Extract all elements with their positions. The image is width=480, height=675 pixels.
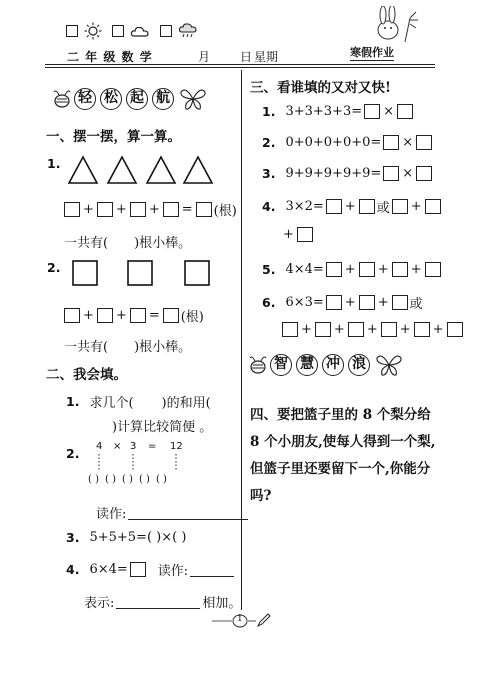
item-expression: 3+3+3+3= <box>285 104 363 119</box>
s1-q2-sentence <box>64 336 191 355</box>
plus-sign: + <box>115 308 127 323</box>
plus-sign: + <box>344 295 356 310</box>
s3-item-6 <box>262 293 423 312</box>
answer-box[interactable] <box>130 308 146 323</box>
header-rule <box>45 64 435 65</box>
answer-box[interactable] <box>447 322 463 337</box>
answer-box[interactable] <box>425 262 441 277</box>
item-number: 4. <box>262 199 276 214</box>
pencil-icon <box>256 612 272 628</box>
item-number: 5. <box>262 262 276 277</box>
times-sign: × <box>113 441 122 452</box>
s2-q2-read <box>96 503 248 522</box>
factor-a: 4 <box>96 441 103 452</box>
week-label: 星期 <box>254 50 279 64</box>
banner-char-3: 冲 <box>322 354 344 376</box>
checkbox-sunny[interactable] <box>66 25 78 37</box>
dotted-connectors <box>96 454 186 472</box>
answer-box[interactable] <box>397 104 413 119</box>
plus-sign: + <box>83 308 94 323</box>
butterfly-icon <box>374 352 404 378</box>
s2-q3 <box>66 530 186 545</box>
plus-sign: + <box>377 295 389 310</box>
plus-sign: + <box>399 322 411 337</box>
answer-box[interactable] <box>196 202 212 217</box>
grade-label: 二 年 级 数 学 <box>67 50 153 64</box>
answer-box[interactable] <box>326 295 342 310</box>
s1-q2-number: 2. <box>47 260 61 275</box>
item-number: 1. <box>262 104 276 119</box>
answer-box[interactable] <box>315 322 331 337</box>
answer-box[interactable] <box>163 308 179 323</box>
banner-char-4: 航 <box>152 88 174 110</box>
sentence-part: )计算比较简便 。 <box>112 420 213 435</box>
bee-icon <box>50 87 74 111</box>
answer-box[interactable] <box>425 199 441 214</box>
plus-sign: + <box>148 202 160 217</box>
squares-figure <box>70 258 220 290</box>
or-label: 或 <box>409 297 423 312</box>
s3-item-4 <box>262 197 441 216</box>
item-number: 2. <box>262 135 276 150</box>
section4-question: 四、要把篮子里的 8 个梨分给 8 个小朋友,使每人得到一个梨,但篮子里还要留下一个,你能分吗? <box>250 407 436 504</box>
plus-sign: + <box>377 262 389 277</box>
blank-paren[interactable]: ( ) <box>138 474 150 485</box>
times-sign: × <box>383 104 395 119</box>
answer-box[interactable] <box>326 262 342 277</box>
read-label: 读作: <box>157 564 189 579</box>
answer-box[interactable] <box>297 227 313 242</box>
s1-q1-equation <box>64 200 237 219</box>
banner-char-4: 浪 <box>348 354 370 376</box>
unit-label: (根) <box>180 310 204 325</box>
page-number: 1 <box>237 614 243 624</box>
means-end: 相加。 <box>202 596 242 611</box>
answer-box[interactable] <box>381 322 397 337</box>
item-expression: 6×3= <box>285 295 324 310</box>
s3-item-2 <box>262 135 432 150</box>
means-field[interactable] <box>116 595 200 609</box>
item-expression: 9+9+9+9+9= <box>285 166 382 181</box>
s3-item-5 <box>262 262 441 277</box>
item-expression: 0+0+0+0+0= <box>285 135 382 150</box>
month-label: 月 <box>198 50 211 64</box>
s3-item-1 <box>262 104 413 119</box>
answer-box[interactable] <box>383 135 399 150</box>
answer-box[interactable] <box>416 135 432 150</box>
date-fields <box>168 48 306 65</box>
read-field[interactable] <box>190 563 234 577</box>
answer-box[interactable] <box>130 202 146 217</box>
equals-sign: = <box>181 202 193 217</box>
s2-q2-parens <box>88 474 167 485</box>
triangles-figure <box>66 154 216 186</box>
item-number: 3. <box>262 166 276 181</box>
times-sign: × <box>402 166 414 181</box>
plus-sign: + <box>410 199 422 214</box>
plus-sign: + <box>301 322 312 337</box>
means-label: 表示: <box>84 596 115 611</box>
banner-char-1: 智 <box>270 354 292 376</box>
plus-sign: + <box>344 199 356 214</box>
answer-box[interactable] <box>383 166 399 181</box>
rain-cloud-icon <box>178 22 198 40</box>
item-expression: 3×2= <box>285 199 324 214</box>
read-label: 读作: <box>96 507 127 522</box>
answer-box[interactable] <box>130 562 146 577</box>
checkbox-rainy[interactable] <box>160 25 172 37</box>
banner-wisdom-surf <box>246 352 404 378</box>
answer-box[interactable] <box>359 295 375 310</box>
or-label: 或 <box>376 201 390 216</box>
s2-q4 <box>66 560 234 579</box>
s3-item-3 <box>262 166 432 181</box>
section3-title: 三、看谁填的又对又快! <box>250 80 391 96</box>
times-sign: × <box>402 135 414 150</box>
blank-paren[interactable]: ( ) <box>88 474 99 485</box>
s3-item-4-cont <box>282 227 313 242</box>
sentence-part: )根小棒。 <box>134 236 192 251</box>
unit-label: (根) <box>213 204 237 219</box>
s2-q1-line1 <box>66 392 211 411</box>
sentence-part: 一共有( <box>64 340 109 355</box>
s2-q4-expression: 6×4= <box>89 562 128 577</box>
factor-b: 3 <box>130 441 137 452</box>
equals-sign: = <box>148 441 157 452</box>
badge-text: 寒假作业 <box>350 46 394 59</box>
plus-sign: + <box>432 322 444 337</box>
sun-icon <box>84 22 102 40</box>
answer-box[interactable] <box>163 202 179 217</box>
answer-box[interactable] <box>97 202 113 217</box>
answer-box[interactable] <box>392 295 408 310</box>
page-footer <box>212 612 274 630</box>
answer-box[interactable] <box>359 199 375 214</box>
column-divider <box>241 70 242 610</box>
plus-sign: + <box>410 262 422 277</box>
answer-box[interactable] <box>416 166 432 181</box>
banner-char-1: 轻 <box>74 88 96 110</box>
sentence-part: )的和用( <box>161 396 211 411</box>
answer-box[interactable] <box>282 322 298 337</box>
plus-sign: + <box>366 322 378 337</box>
item-number: 6. <box>262 295 276 310</box>
sentence-part: )根小棒。 <box>134 340 192 355</box>
answer-box[interactable] <box>348 322 364 337</box>
plus-sign: + <box>333 322 345 337</box>
s1-q1-sentence <box>64 232 191 251</box>
s1-q1-number: 1. <box>47 156 61 171</box>
checkbox-cloudy[interactable] <box>112 25 124 37</box>
answer-box[interactable] <box>392 199 408 214</box>
s2-q3-number: 3. <box>66 530 80 545</box>
sentence-part: 求几个( <box>89 396 134 411</box>
read-field[interactable] <box>128 506 248 520</box>
answer-box[interactable] <box>326 199 342 214</box>
blank-paren[interactable]: ( ) <box>121 474 133 485</box>
answer-box[interactable] <box>97 308 113 323</box>
answer-box[interactable] <box>64 308 80 323</box>
s2-q1-number: 1. <box>66 394 80 409</box>
section1-title: 一、摆一摆，算一算。 <box>46 129 181 145</box>
equals-sign: = <box>148 308 160 323</box>
cloud-icon <box>130 23 150 39</box>
banner-char-2: 慧 <box>296 354 318 376</box>
rabbit-icon <box>360 6 430 46</box>
s2-q1-line2 <box>86 416 212 435</box>
s2-q4-number: 4. <box>66 562 80 577</box>
day-label: 日 <box>240 50 253 64</box>
blank-paren[interactable]: ( ) <box>155 474 167 485</box>
s2-q4-means <box>84 592 241 611</box>
plus-sign: + <box>83 202 94 217</box>
plus-sign: + <box>115 202 127 217</box>
s2-q3-expression: 5+5+5=( )×( ) <box>89 530 187 545</box>
answer-box[interactable] <box>414 322 430 337</box>
s3-item-6-cont <box>282 322 463 337</box>
s2-q2-number: 2. <box>66 446 80 461</box>
plus-sign: + <box>344 262 356 277</box>
header-rule-thin <box>45 67 435 68</box>
answer-box[interactable] <box>392 262 408 277</box>
answer-box[interactable] <box>364 104 380 119</box>
banner-char-3: 起 <box>126 88 148 110</box>
section2-title: 二、我会填。 <box>46 367 127 383</box>
sentence-part: 一共有( <box>64 236 109 251</box>
bee-icon <box>246 353 270 377</box>
butterfly-icon <box>178 86 208 112</box>
banner-char-2: 松 <box>100 88 122 110</box>
product: 12 <box>170 441 183 452</box>
weather-icons-row <box>66 22 198 40</box>
banner-relaxed-start <box>50 86 208 112</box>
answer-box[interactable] <box>359 262 375 277</box>
plus-sign: + <box>283 227 294 242</box>
item-expression: 4×4= <box>285 262 324 277</box>
blank-paren[interactable]: ( ) <box>104 474 116 485</box>
s1-q2-equation <box>64 306 204 325</box>
answer-box[interactable] <box>64 202 80 217</box>
